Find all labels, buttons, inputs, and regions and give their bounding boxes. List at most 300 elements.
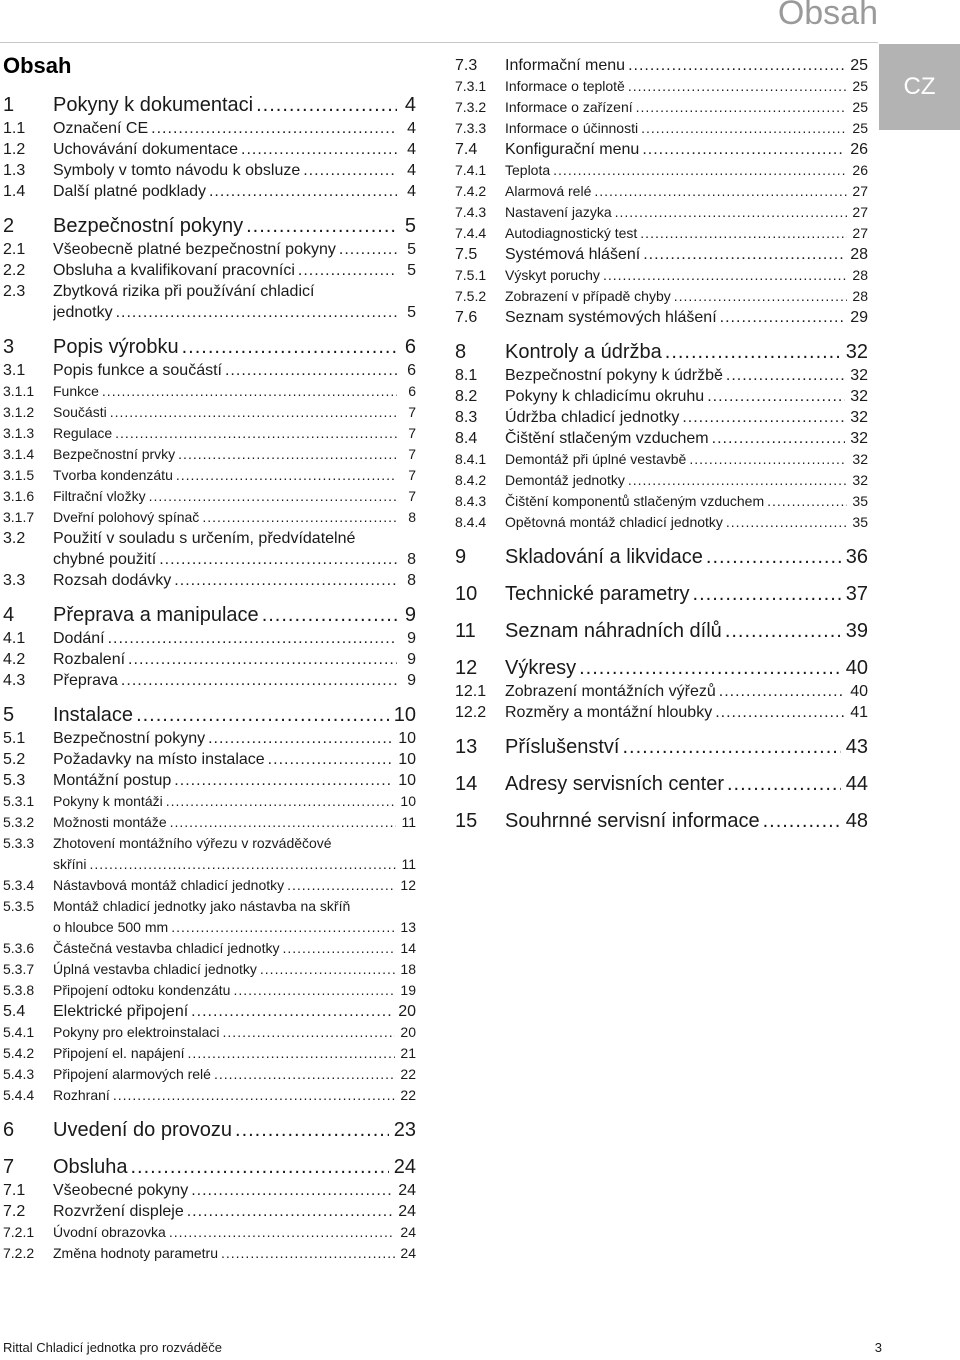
toc-entry: [3, 1001, 416, 1022]
toc-entry-page: 5: [404, 215, 416, 237]
toc-entry-body: [53, 260, 416, 281]
toc-entry: [455, 702, 868, 723]
toc-entry: [455, 512, 868, 533]
toc-entry-title: Rozhraní: [53, 1087, 110, 1103]
toc-dot-leader: [763, 809, 841, 834]
toc-entry-title: Zbytková rizika při používání chladicí: [53, 283, 315, 300]
toc-entry-title: Symboly v tomto návodu k obsluze: [53, 162, 301, 179]
toc-entry-body: [505, 656, 868, 681]
toc-entry-page: 7: [408, 404, 416, 420]
toc-entry-number: 5.3.2: [3, 814, 35, 830]
toc-entry-body: [53, 896, 416, 938]
toc-entry-title: Informace o účinnosti: [505, 120, 639, 136]
toc-entry-title: Bezpečnostní pokyny k údržbě: [505, 367, 723, 384]
toc-entry-body: [505, 118, 868, 139]
toc-entry-number: 12.1: [455, 683, 487, 700]
toc-entry-page: 5: [407, 241, 416, 258]
toc-entry: [455, 244, 868, 265]
toc-entry-body: [505, 582, 868, 607]
toc-entry-title: Technické parametry: [505, 583, 690, 605]
toc-entry-page: 9: [407, 672, 416, 689]
toc-entry-title: Rozbalení: [53, 651, 126, 668]
toc-dot-leader: [128, 649, 397, 670]
toc-dot-leader: [187, 1201, 393, 1222]
toc-entry-body: [53, 670, 416, 691]
toc-dot-leader: [116, 302, 397, 323]
toc-entry-body: [53, 770, 416, 791]
toc-entry-body: [53, 959, 416, 980]
toc-dot-leader: [241, 139, 397, 160]
toc-entry-number: 6: [3, 1119, 15, 1141]
toc-entry: [455, 160, 868, 181]
toc-entry-page: 24: [393, 1156, 416, 1178]
toc-entry-number: 4.1: [3, 630, 26, 647]
toc-entry-title: Výkresy: [505, 657, 577, 679]
toc-dot-leader: [262, 603, 397, 628]
toc-entry-body: [53, 812, 416, 833]
toc-entry-body: [53, 214, 416, 239]
toc-entry-page: 24: [400, 1224, 416, 1240]
toc-entry: [3, 1064, 416, 1085]
toc-entry-body: [53, 444, 416, 465]
toc-entry-continuation-line: [53, 302, 416, 323]
toc-entry-page: 25: [850, 57, 868, 74]
toc-entry-number: 7.5: [455, 246, 478, 263]
toc-entry-body: [505, 244, 868, 265]
toc-entry-number: 9: [455, 546, 467, 568]
toc-entry: [3, 938, 416, 959]
toc-entry-body: [505, 286, 868, 307]
toc-dot-leader: [298, 260, 397, 281]
toc-entry: [3, 875, 416, 896]
toc-entry-number: 7.4.1: [455, 162, 487, 178]
toc-dot-leader: [176, 465, 397, 486]
toc-entry-title: Bezpečnostní pokyny: [53, 730, 206, 747]
toc-entry: [455, 491, 868, 512]
toc-entry: [455, 307, 868, 328]
toc-dot-leader: [169, 1222, 396, 1243]
toc-entry-title: Bezpečnostní pokyny: [53, 215, 244, 237]
toc-entry-body: [53, 160, 416, 181]
toc-entry-body: [505, 772, 868, 797]
toc-dot-leader: [727, 772, 841, 797]
toc-entry-page: 11: [401, 856, 416, 872]
header-divider: [0, 42, 878, 43]
toc-dot-leader: [268, 749, 394, 770]
toc-entry-body: [53, 465, 416, 486]
toc-entry: [455, 470, 868, 491]
toc-entry-title: Pokyny pro elektroinstalaci: [53, 1024, 220, 1040]
toc-entry-page: 35: [852, 493, 868, 509]
toc-left-column: [3, 93, 416, 1264]
toc-entry-title: Všeobecně platné bezpečnostní pokyny: [53, 241, 336, 258]
toc-entry-body: [53, 118, 416, 139]
toc-entry-number: 8: [455, 341, 467, 363]
toc-entry-title: Rozsah dodávky: [53, 572, 172, 589]
toc-entry-page: 6: [404, 336, 416, 358]
toc-entry-number: 5.4.3: [3, 1066, 35, 1082]
toc-entry-body: [53, 93, 416, 118]
toc-dot-leader: [719, 681, 845, 702]
toc-entry-body: [53, 833, 416, 875]
toc-entry-title: Požadavky na místo instalace: [53, 751, 265, 768]
toc-entry-title: Uchovávání dokumentace: [53, 141, 238, 158]
toc-entry-number: 5.3.8: [3, 982, 35, 998]
toc-entry: [455, 139, 868, 160]
toc-dot-leader: [707, 386, 845, 407]
toc-entry-title: Přeprava a manipulace: [53, 604, 259, 626]
toc-dot-leader: [256, 93, 397, 118]
toc-entry: [455, 809, 868, 834]
toc-dot-leader: [628, 55, 845, 76]
toc-dot-leader: [214, 1064, 395, 1085]
toc-entry-page: 13: [400, 919, 416, 935]
toc-entry-title: Konfigurační menu: [505, 141, 640, 158]
toc-entry-page: 6: [407, 362, 416, 379]
toc-entry: [3, 770, 416, 791]
toc-entry-number: 4.2: [3, 651, 26, 668]
toc-entry: [455, 340, 868, 365]
toc-dot-leader: [159, 549, 397, 570]
toc-entry-body: [505, 491, 868, 512]
toc-entry: [3, 181, 416, 202]
toc-entry-title: Obsluha a kvalifikovaní pracovníci: [53, 262, 295, 279]
toc-entry-title: Informace o zařízení: [505, 99, 633, 115]
toc-entry-title: Rozvržení displeje: [53, 1203, 184, 1220]
toc-entry-body: [53, 486, 416, 507]
toc-dot-leader: [712, 428, 846, 449]
toc-entry-page: 9: [407, 651, 416, 668]
toc-entry-body: [53, 703, 416, 728]
toc-entry-page: 6: [408, 383, 416, 399]
toc-dot-leader: [110, 402, 397, 423]
toc-dot-leader: [170, 812, 397, 833]
toc-entry-continuation-line: [53, 854, 416, 875]
toc-entry-page: 20: [400, 1024, 416, 1040]
toc-entry-number: 3.3: [3, 572, 26, 589]
toc-dot-leader: [260, 959, 396, 980]
toc-entry-number: 2: [3, 215, 15, 237]
toc-entry: [455, 545, 868, 570]
toc-entry-title: Pokyny k montáži: [53, 793, 163, 809]
toc-entry-title: Výskyt poruchy: [505, 267, 600, 283]
toc-entry-page: 37: [845, 583, 868, 605]
toc-entry: [3, 1243, 416, 1264]
toc-entry-body: [53, 1043, 416, 1064]
toc-entry-title: Pokyny k chladicímu okruhu: [505, 388, 705, 405]
toc-entry-body: [53, 528, 416, 570]
toc-dot-leader: [151, 118, 397, 139]
toc-entry: [3, 703, 416, 728]
toc-dot-leader: [149, 486, 397, 507]
toc-entry: [3, 1085, 416, 1106]
toc-dot-leader: [726, 512, 848, 533]
toc-entry-body: [53, 570, 416, 591]
toc-entry: [3, 812, 416, 833]
toc-entry-title: Instalace: [53, 704, 134, 726]
toc-entry-page: 7: [408, 425, 416, 441]
toc-entry: [455, 428, 868, 449]
toc-entry-page: 28: [850, 246, 868, 263]
toc-entry-number: 3: [3, 336, 15, 358]
toc-entry-body: [505, 619, 868, 644]
toc-entry-body: [505, 681, 868, 702]
toc-entry-title: Souhrnné servisní informace: [505, 810, 760, 832]
toc-entry-title: Montáž chladicí jednotky jako nástavba na skříň: [53, 898, 351, 914]
toc-entry-body: [53, 728, 416, 749]
toc-entry: [3, 360, 416, 381]
toc-entry-number: 8.3: [455, 409, 478, 426]
footer-document-title: Rittal Chladicí jednotka pro rozváděče: [3, 1340, 222, 1355]
toc-entry-number: 13: [455, 736, 478, 758]
toc-entry-page: 36: [845, 546, 868, 568]
toc-entry-page: 40: [850, 683, 868, 700]
toc-entry-page: 8: [408, 509, 416, 525]
toc-entry-number: 3.1.4: [3, 446, 35, 462]
toc-entry-body: [53, 360, 416, 381]
toc-entry-page: 10: [398, 730, 416, 747]
toc-dot-leader: [191, 1001, 393, 1022]
toc-entry-title: Funkce: [53, 383, 99, 399]
toc-entry: [3, 93, 416, 118]
toc-entry-number: 5.3.7: [3, 961, 35, 977]
toc-entry-number: 7.6: [455, 309, 478, 326]
toc-entry-title: Informační menu: [505, 57, 626, 74]
toc-entry-number: 8.1: [455, 367, 478, 384]
toc-entry-number: 1.2: [3, 141, 26, 158]
toc-entry: [3, 649, 416, 670]
toc-entry-page: 32: [850, 388, 868, 405]
toc-entry-page: 43: [845, 736, 868, 758]
toc-entry-page: 4: [407, 141, 416, 158]
toc-entry: [3, 833, 416, 875]
toc-dot-leader: [208, 728, 393, 749]
toc-dot-leader: [89, 854, 396, 875]
page-header-title: Obsah: [777, 0, 878, 32]
toc-entry-body: [505, 97, 868, 118]
toc-entry-number: 7.3.2: [455, 99, 487, 115]
toc-entry-number: 5.4.2: [3, 1045, 35, 1061]
toc-entry: [3, 1180, 416, 1201]
toc-dot-leader: [643, 244, 845, 265]
toc-dot-leader: [725, 619, 841, 644]
toc-entry-title: Další platné podklady: [53, 183, 206, 200]
toc-entry-number: 5: [3, 704, 15, 726]
toc-entry: [3, 728, 416, 749]
toc-entry-page: 22: [400, 1087, 416, 1103]
toc-entry-number: 10: [455, 583, 478, 605]
toc-entry: [455, 286, 868, 307]
toc-entry-title: Změna hodnoty parametru: [53, 1245, 218, 1261]
toc-entry-page: 25: [852, 120, 868, 136]
footer-page-number: 3: [874, 1340, 882, 1355]
toc-entry-title: Obsluha: [53, 1156, 128, 1178]
toc-entry-number: 3.2: [3, 530, 26, 547]
toc-entry-title: Nástavbová montáž chladicí jednotky: [53, 877, 285, 893]
toc-dot-leader: [594, 181, 847, 202]
toc-entry-title-continued: o hloubce 500 mm: [53, 919, 169, 935]
toc-entry: [455, 55, 868, 76]
toc-entry-number: 7.3.3: [455, 120, 487, 136]
toc-entry-title: Teplota: [505, 162, 551, 178]
toc-entry-body: [53, 335, 416, 360]
toc-dot-leader: [108, 628, 397, 649]
toc-entry-page: 32: [852, 472, 868, 488]
toc-entry-number: 3.1.5: [3, 467, 35, 483]
toc-entry-page: 39: [845, 620, 868, 642]
toc-entry: [3, 1201, 416, 1222]
toc-entry-number: 5.3.5: [3, 898, 35, 914]
toc-entry: [3, 1022, 416, 1043]
toc-entry-body: [505, 76, 868, 97]
toc-entry: [3, 486, 416, 507]
toc-entry-body: [505, 386, 868, 407]
toc-entry-page: 18: [400, 961, 416, 977]
toc-entry: [3, 139, 416, 160]
toc-entry-page: 11: [401, 814, 416, 830]
toc-entry-page: 24: [398, 1182, 416, 1199]
toc-entry-page: 32: [852, 451, 868, 467]
toc-entry-page: 14: [400, 940, 416, 956]
toc-entry-number: 3.1: [3, 362, 26, 379]
toc-entry-title: Dveřní polohový spínač: [53, 509, 200, 525]
toc-entry-page: 7: [408, 467, 416, 483]
toc-entry-page: 32: [850, 367, 868, 384]
toc-dot-leader: [720, 307, 846, 328]
toc-entry-title: Demontáž při úplné vestavbě: [505, 451, 687, 467]
toc-entry-continuation-line: [53, 549, 416, 570]
toc-entry-body: [53, 649, 416, 670]
toc-entry: [455, 118, 868, 139]
toc-entry-number: 5.4.1: [3, 1024, 35, 1040]
toc-entry-title: Úvodní obrazovka: [53, 1224, 166, 1240]
toc-entry-page: 8: [407, 551, 416, 568]
toc-entry-number: 7.2.2: [3, 1245, 35, 1261]
toc-dot-leader: [767, 491, 847, 512]
toc-dot-leader: [628, 76, 848, 97]
toc-entry-body: [505, 809, 868, 834]
toc-dot-leader: [706, 545, 841, 570]
toc-entry: [3, 980, 416, 1001]
toc-entry-number: 7.4: [455, 141, 478, 158]
toc-entry-page: 28: [852, 267, 868, 283]
toc-entry-body: [505, 702, 868, 723]
toc-entry-number: 5.1: [3, 730, 26, 747]
toc-entry-number: 12: [455, 657, 478, 679]
toc-entry-page: 41: [850, 704, 868, 721]
toc-entry-number: 8.4.3: [455, 493, 487, 509]
toc-entry-page: 25: [852, 78, 868, 94]
toc-entry-title: Úplná vestavba chladicí jednotky: [53, 961, 257, 977]
language-tab: CZ: [879, 44, 960, 130]
toc-dot-leader: [178, 444, 397, 465]
toc-entry-number: 7.4.3: [455, 204, 487, 220]
toc-entry: [3, 160, 416, 181]
toc-dot-leader: [113, 1085, 396, 1106]
toc-entry: [3, 465, 416, 486]
toc-entry-body: [505, 202, 868, 223]
toc-dot-leader: [136, 703, 389, 728]
toc-dot-leader: [174, 570, 397, 591]
toc-entry-title: Autodiagnostický test: [505, 225, 638, 241]
toc-entry-number: 8.2: [455, 388, 478, 405]
toc-entry-title: Čištění komponentů stlačeným vzduchem: [505, 493, 765, 509]
toc-entry-number: 2.3: [3, 283, 26, 300]
toc-entry: [455, 97, 868, 118]
toc-entry-title: Příslušenství: [505, 736, 620, 758]
toc-entry: [455, 407, 868, 428]
toc-entry-page: 9: [404, 604, 416, 626]
toc-entry-body: [53, 628, 416, 649]
toc-entry: [3, 896, 416, 938]
toc-entry-page: 8: [407, 572, 416, 589]
toc-entry-number: 7: [3, 1156, 15, 1178]
toc-entry-title-continued: chybné použití: [53, 551, 157, 568]
toc-dot-leader: [282, 938, 395, 959]
toc-entry-number: 7.5.1: [455, 267, 487, 283]
toc-entry-page: 27: [852, 225, 868, 241]
toc-entry-body: [53, 1201, 416, 1222]
toc-dot-leader: [115, 423, 397, 444]
toc-entry-number: 7.4.4: [455, 225, 487, 241]
toc-entry-title-continued: jednotky: [53, 304, 113, 321]
toc-dot-leader: [642, 139, 845, 160]
toc-entry-page: 23: [393, 1119, 416, 1141]
toc-entry-page: 10: [398, 772, 416, 789]
toc-entry-page: 32: [845, 341, 868, 363]
toc-entry: [455, 386, 868, 407]
toc-entry-body: [505, 735, 868, 760]
toc-dot-leader: [233, 980, 395, 1001]
toc-entry: [455, 619, 868, 644]
toc-dot-leader: [223, 1022, 396, 1043]
toc-entry-body: [53, 181, 416, 202]
toc-entry: [3, 381, 416, 402]
toc-dot-leader: [221, 1243, 395, 1264]
toc-entry-body: [53, 1022, 416, 1043]
toc-entry-body: [53, 875, 416, 896]
toc-entry-body: [505, 365, 868, 386]
toc-entry-page: 4: [407, 183, 416, 200]
toc-dot-leader: [615, 202, 848, 223]
toc-entry-title: Rozměry a montážní hloubky: [505, 704, 713, 721]
toc-entry-number: 5.4: [3, 1003, 26, 1020]
toc-entry-body: [53, 1180, 416, 1201]
toc-entry-body: [505, 407, 868, 428]
toc-entry-body: [53, 381, 416, 402]
toc-entry-page: 5: [407, 262, 416, 279]
toc-entry-number: 5.3.1: [3, 793, 35, 809]
toc-entry-page: 35: [852, 514, 868, 530]
toc-entry-number: 8.4.1: [455, 451, 487, 467]
toc-entry-number: 8.4.4: [455, 514, 487, 530]
toc-entry: [455, 656, 868, 681]
toc-entry-title: Zhotovení montážního výřezu v rozváděčové: [53, 835, 332, 851]
toc-entry-page: 44: [845, 773, 868, 795]
toc-dot-leader: [579, 656, 841, 681]
toc-entry-page: 7: [408, 488, 416, 504]
toc-entry-page: 5: [407, 304, 416, 321]
toc-entry-page: 9: [407, 630, 416, 647]
toc-entry-body: [53, 1118, 416, 1143]
toc-entry-title: Připojení el. napájení: [53, 1045, 185, 1061]
toc-entry-number: 7.3.1: [455, 78, 487, 94]
toc-entry-number: 5.3.6: [3, 940, 35, 956]
toc-entry-page: 27: [852, 183, 868, 199]
toc-entry-number: 5.4.4: [3, 1087, 35, 1103]
toc-dot-leader: [287, 875, 395, 896]
toc-entry-page: 32: [850, 430, 868, 447]
